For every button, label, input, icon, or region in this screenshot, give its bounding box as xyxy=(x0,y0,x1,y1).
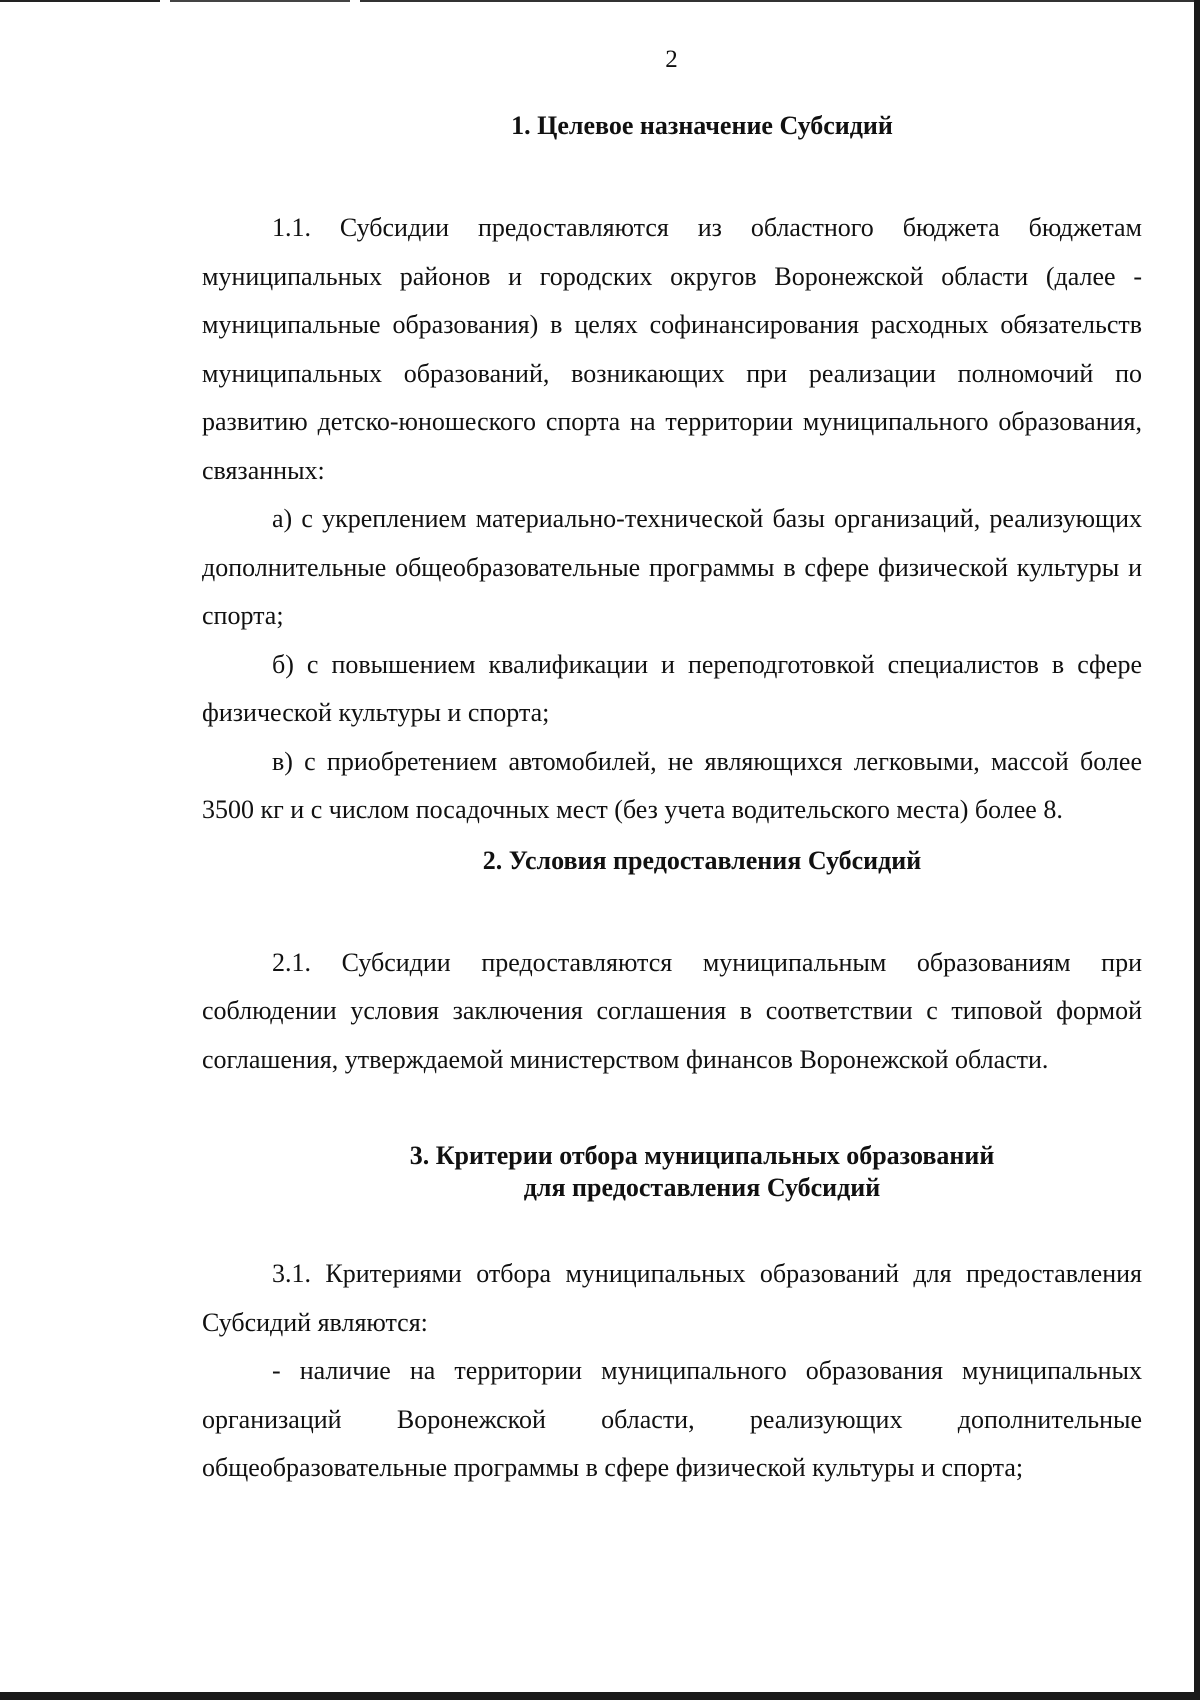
section-2-title: 2. Условия предоставления Субсидий xyxy=(482,845,922,875)
page-number: 2 xyxy=(665,46,678,73)
section-3-title xyxy=(202,1140,1142,1204)
section-3-title-line-2: для предоставления Субсидий xyxy=(523,1173,881,1202)
section-2-paragraph-1: 2.1. Субсидии предоставляются муниципальным образованиям при соблюдении условия заключения соглашения в соответствии с типовой формой соглашения, утверждаемой министерством финансов Воронежской области. xyxy=(202,947,1142,1074)
section-1-title: 1. Целевое назначение Субсидий xyxy=(511,111,893,140)
section-1-item-v: в) с приобретением автомобилей, не являющихся легковыми, массой более 3500 кг и с числом посадочных мест (без учета водительского места) более 8. xyxy=(202,746,1142,824)
section-1-item-a: а) с укреплением материально-технической базы организаций, реализующих дополнительные общеобразовательные программы в сфере физической культуры и спорта; xyxy=(202,504,1142,630)
document-body xyxy=(202,110,1142,1493)
section-1-item-b: б) с повышением квалификации и переподготовкой специалистов в сфере физической культуры и спорта; xyxy=(202,649,1142,727)
section-3-paragraph-1: 3.1. Критериями отбора муниципальных образований для предоставления Субсидий являются: xyxy=(202,1259,1142,1337)
scan-edge-bottom xyxy=(0,1692,1200,1700)
section-3-title-line-1: 3. Критерии отбора муниципальных образований xyxy=(409,1141,995,1170)
scan-edge-right xyxy=(1194,0,1200,1700)
section-1-paragraph-1: 1.1. Субсидии предоставляются из областного бюджета бюджетам муниципальных районов и городских округов Воронежской области (далее - муниципальные образования) в целях софинансирования расходных обязательств муниципальных образований, возникающих при реализации полномочий по развитию детско-юношеского спорта на территории муниципального образования, связанных: xyxy=(202,213,1142,485)
section-3-paragraph-2: - наличие на территории муниципального образования муниципальных организаций Воронежской области, реализующих дополнительные общеобразовательные программы в сфере физической культуры и спорта; xyxy=(202,1356,1142,1482)
scan-edge-top xyxy=(0,0,1200,2)
